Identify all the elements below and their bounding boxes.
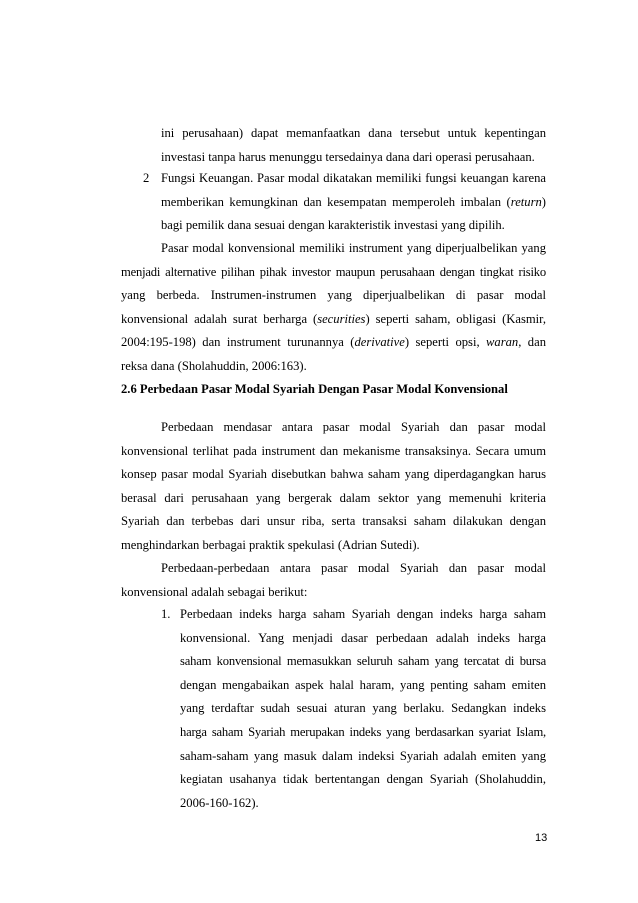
text-line: harga saham Syariah merupakan indeks yang berdasarkan syariat Islam, bbox=[180, 724, 546, 739]
list-number: 1. bbox=[161, 607, 171, 621]
text-line: konsep pasar modal Syariah disebutkan bahwa saham yang diperdagangkan harus bbox=[121, 467, 546, 482]
italic-term: securities bbox=[317, 311, 366, 326]
text-line: berasal dari perusahaan yang bergerak dalam sektor yang memenuhi kriteria bbox=[121, 490, 546, 505]
text-line: kegiatan usahanya tidak bertentangan dengan Syariah (Sholahuddin, bbox=[180, 772, 546, 787]
text-line: saham konvensional memasukkan seluruh saham yang tercatat di bursa bbox=[180, 654, 546, 669]
text-line: Pasar modal konvensional memiliki instrument yang diperjualbelikan yang bbox=[161, 241, 546, 255]
list-number: 2 bbox=[143, 171, 150, 185]
text-line: reksa dana (Sholahuddin, 2006:163). bbox=[121, 358, 307, 373]
text-line: bagi pemilik dana sesuai dengan karakteristik investasi yang dipilih. bbox=[161, 218, 505, 233]
text-line: Perbedaan mendasar antara pasar modal Syariah dan pasar modal bbox=[161, 420, 546, 434]
text-line: memberikan kemungkinan dan kesempatan memperoleh imbalan (return) bbox=[161, 194, 546, 209]
text-line: investasi tanpa harus menunggu tersedainya dana dari operasi perusahaan. bbox=[161, 149, 535, 164]
text-line: konvensional terlihat pada instrument dan mekanisme transaksinya. Secara umum bbox=[121, 443, 546, 458]
text-line: yang terdaftar sudah sesuai aturan yang berlaku. Sedangkan indeks bbox=[180, 701, 546, 716]
text-line: ini perusahaan) dapat memanfaatkan dana tersebut untuk kepentingan bbox=[161, 126, 546, 140]
text-line: konvensional adalah surat berharga (securities) seperti saham, obligasi (Kasmir, bbox=[121, 311, 546, 326]
paragraph-3 bbox=[121, 557, 546, 604]
italic-term: waran bbox=[486, 335, 519, 350]
italic-term: derivative bbox=[354, 335, 405, 350]
text-line: Perbedaan indeks harga saham Syariah dengan indeks harga saham bbox=[180, 607, 546, 621]
paragraph-1 bbox=[121, 237, 546, 379]
text-line: Perbedaan-perbedaan antara pasar modal Syariah dan pasar modal bbox=[161, 561, 546, 575]
list-continuation bbox=[161, 122, 546, 169]
text-line: konvensional adalah sebagai berikut: bbox=[121, 584, 308, 599]
text-line: konvensional. Yang menjadi dasar perbedaan adalah indeks harga bbox=[180, 630, 546, 645]
text-line: Fungsi Keuangan. Pasar modal dikatakan memiliki fungsi keuangan karena bbox=[161, 171, 546, 185]
text-line: yang berbeda. Instrumen-instrumen yang diperjualbelikan di pasar modal bbox=[121, 288, 546, 303]
section-heading: 2.6 Perbedaan Pasar Modal Syariah Dengan Pasar Modal Konvensional bbox=[121, 382, 508, 396]
text-line: 2004:195-198) dan instrument turunannya (derivative) seperti opsi, waran, dan bbox=[121, 335, 546, 350]
text-line: menghindarkan berbagai praktik spekulasi (Adrian Sutedi). bbox=[121, 537, 420, 552]
list-item-2 bbox=[161, 167, 546, 238]
text-line: dengan mengabaikan aspek halal haram, yang penting saham emiten bbox=[180, 677, 546, 692]
page-number: 13 bbox=[535, 832, 548, 844]
text-line: Syariah dan terbebas dari unsur riba, serta transaksi saham dilakukan dengan bbox=[121, 514, 546, 529]
paragraph-2 bbox=[121, 416, 546, 558]
text-line: saham-saham yang masuk dalam indeksi Syariah adalah emiten yang bbox=[180, 748, 546, 763]
text-line: 2006-160-162). bbox=[180, 795, 259, 810]
italic-term: return bbox=[510, 194, 542, 209]
list-item-1 bbox=[180, 603, 546, 815]
text-line: menjadi alternative pilihan pihak investor maupun perusahaan dengan tingkat risiko bbox=[121, 264, 546, 279]
